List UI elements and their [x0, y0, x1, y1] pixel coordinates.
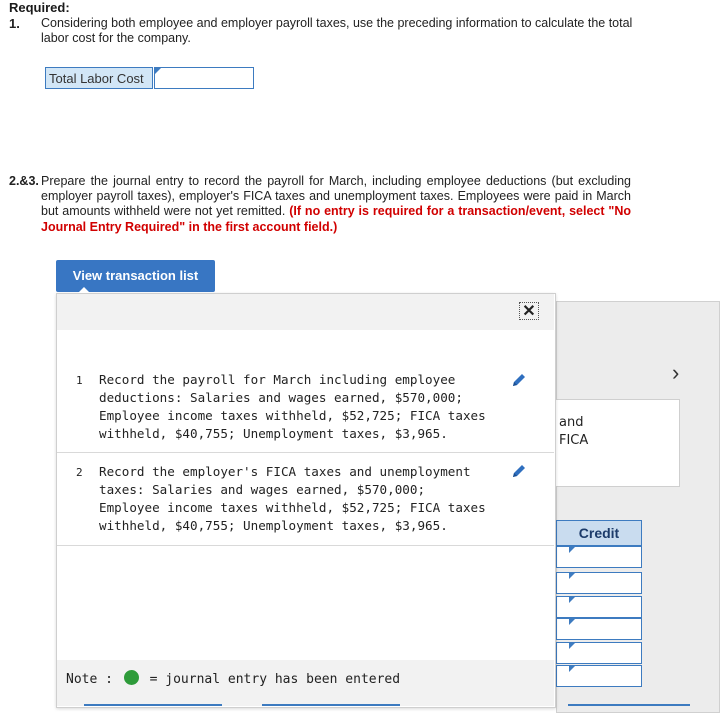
edit-pencil-icon[interactable] — [510, 462, 528, 480]
cell-flag-icon — [569, 597, 575, 603]
legend-note — [66, 670, 400, 687]
cell-flag-icon — [569, 619, 575, 625]
transaction-row-2[interactable] — [57, 453, 554, 546]
note-label: Note : — [66, 672, 113, 687]
info-line-2: FICA — [559, 433, 589, 448]
credit-column-header: Credit — [556, 520, 642, 546]
popup-pointer — [78, 287, 90, 293]
question-2-body: Prepare the journal entry to record the payroll for March, including employee deductions (but excluding employer payroll taxes), employer's FICA taxes and unemployment taxes. Employees were paid in March but amounts withheld were not yet remitted. — [41, 174, 631, 219]
input-flag-icon — [155, 68, 161, 74]
entered-status-icon — [124, 670, 139, 685]
required-heading: Required: — [9, 0, 70, 15]
cell-flag-icon — [569, 666, 575, 672]
close-icon[interactable]: ✕ — [519, 302, 539, 320]
question-1-text: Considering both employee and employer payroll taxes, use the preceding information to calculate the total labor cost for the company. — [41, 16, 633, 45]
info-line-1: and — [559, 415, 584, 430]
edit-pencil-icon[interactable] — [510, 371, 528, 389]
note-description: = journal entry has been entered — [149, 672, 401, 687]
question-2-number: 2.&3. — [9, 174, 39, 188]
transaction-number: 2 — [76, 466, 83, 479]
cell-flag-icon — [569, 573, 575, 579]
total-labor-cost-label: Total Labor Cost — [45, 67, 153, 89]
popup-header — [57, 294, 554, 330]
transaction-row-1[interactable] — [57, 362, 554, 453]
transaction-description: Record the employer's FICA taxes and unemployment taxes: Salaries and wages earned, $570,000; Employee income taxes withheld, $52,725; FICA taxes withheld, $40,755; Unemployment taxes, $3,965. — [99, 464, 486, 533]
view-transaction-list-button[interactable]: View transaction list — [56, 260, 215, 292]
transaction-info-text — [559, 414, 588, 450]
transaction-number: 1 — [76, 374, 83, 387]
total-labor-cost-input[interactable] — [154, 67, 254, 89]
next-arrow-icon[interactable]: › — [672, 360, 680, 385]
cell-flag-icon — [569, 643, 575, 649]
transaction-description: Record the payroll for March including employee deductions: Salaries and wages earned, $570,000; Employee income taxes withheld, $52,725; FICA taxes withheld, $40,755; Unemployment taxes, $3,965. — [99, 372, 486, 441]
question-1-number: 1. — [9, 16, 20, 31]
cell-flag-icon — [569, 547, 575, 553]
question-2-instruction: (If no entry is required for a transaction/event, select "No Journal Entry Required" in the first account field.) — [41, 204, 631, 234]
question-2-text — [41, 174, 631, 235]
